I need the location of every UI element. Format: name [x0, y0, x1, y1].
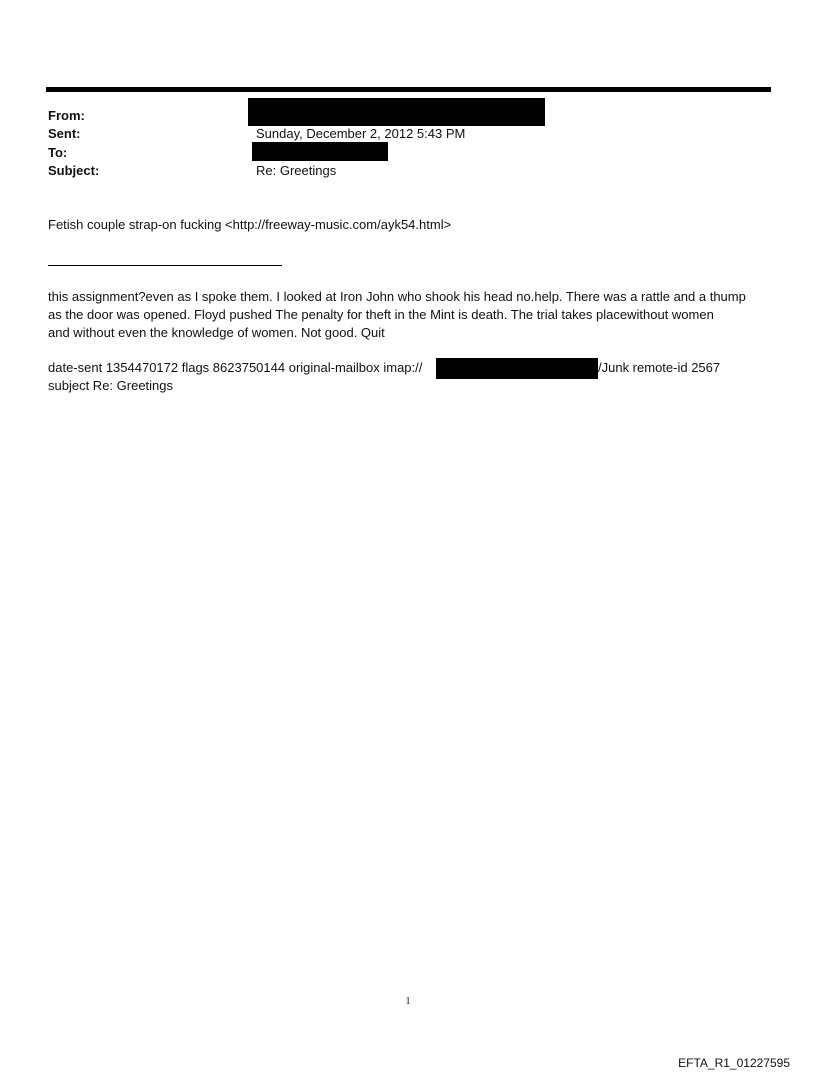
meta-prefix: date-sent 1354470172 flags 8623750144 original-mailbox imap:// — [48, 360, 423, 375]
subject-value: Re: Greetings — [256, 163, 337, 178]
from-redaction — [248, 98, 545, 126]
meta-suffix: /Junk remote-id 2567 — [598, 360, 721, 375]
page-number: 1 — [405, 996, 411, 1007]
to-redaction — [252, 142, 388, 161]
body-paragraph-line-3: and without even the knowledge of women. Not good. Quit — [48, 325, 385, 340]
meta-subject-line: subject Re: Greetings — [48, 378, 174, 393]
body-paragraph-line-2: as the door was opened. Floyd pushed The penalty for theft in the Mint is death. The trial takes placewithout women — [48, 307, 714, 322]
sent-value: Sunday, December 2, 2012 5:43 PM — [256, 126, 466, 141]
from-label: From: — [48, 108, 85, 123]
to-label: To: — [48, 145, 68, 160]
bates-number: EFTA_R1_01227595 — [678, 1056, 790, 1070]
subject-label: Subject: — [48, 163, 100, 178]
mailbox-redaction — [436, 358, 598, 379]
header-top-rule — [46, 87, 771, 92]
body-paragraph-line-1: this assignment?even as I spoke them. I looked at Iron John who shook his head no.help. There was a rattle and a thump — [48, 289, 746, 304]
body-link-line: Fetish couple strap-on fucking <http://freeway-music.com/ayk54.html> — [48, 217, 452, 232]
separator-rule — [48, 265, 282, 266]
sent-label: Sent: — [48, 126, 81, 141]
